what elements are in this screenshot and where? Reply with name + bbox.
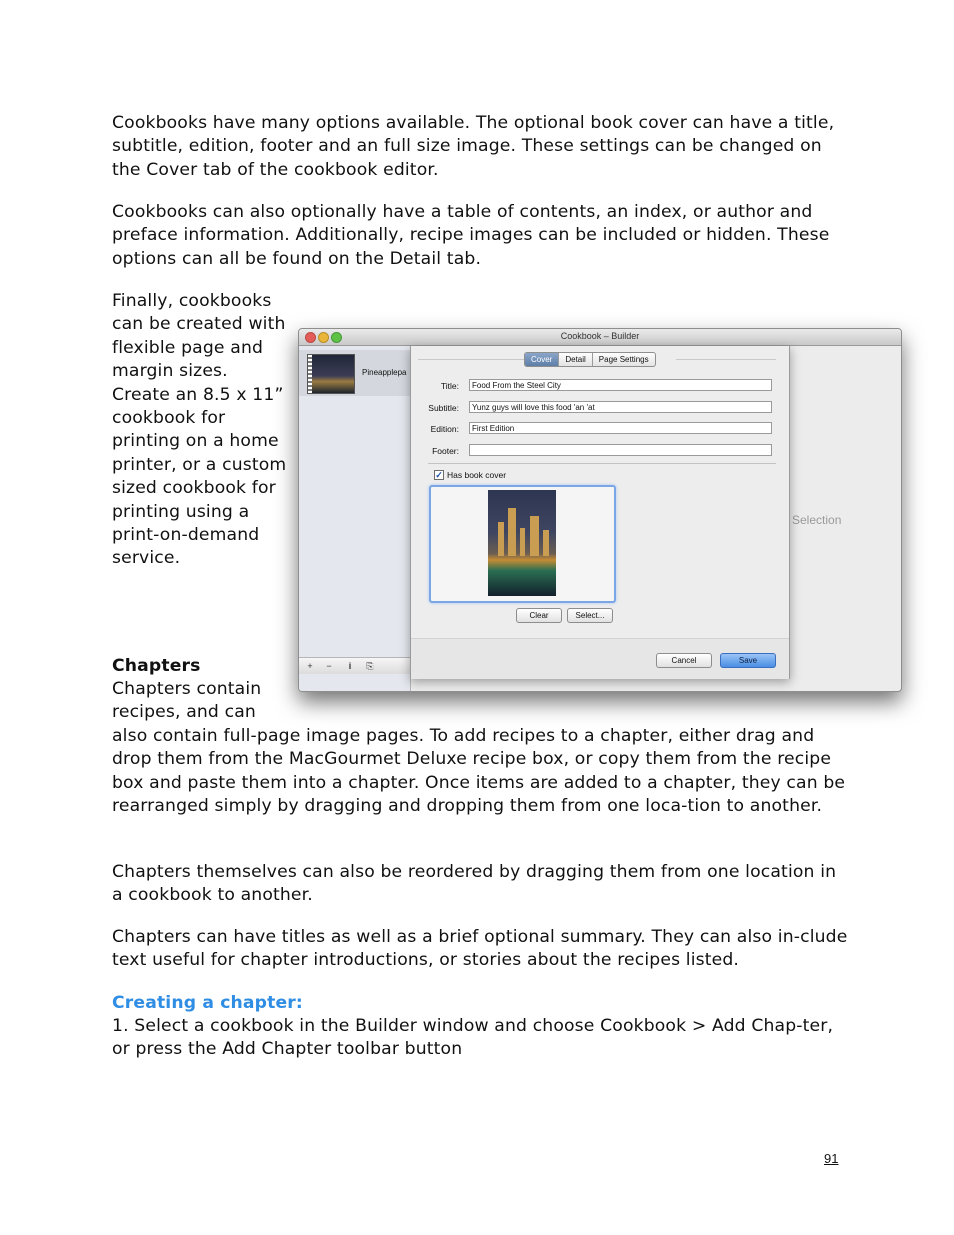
info-icon[interactable]: i [348,661,352,671]
subtitle-field[interactable]: Yunz guys will love this food 'an 'at [469,401,772,413]
subtitle-label: Subtitle: [428,403,459,413]
chapters-paragraph-rest: also contain full-page image pages. To add recipes to a chapter, either drag and drop them from the MacGourmet Deluxe recipe box, or copy them from the recipe box and paste them into a chapter. Once items are added to a chapter, they can be rearranged simply by dragging and dropping them from one loca-tion to another. [112,726,846,817]
sidebar-item-label: Pineapplepa [362,368,407,377]
cookbook-thumbnail-icon [307,354,355,394]
title-bar [299,329,901,346]
editor-tabs [524,352,656,367]
chapters-heading: Chapters [112,656,201,676]
add-icon[interactable]: + [307,661,313,671]
creating-chapter-heading: Creating a chapter: [112,993,303,1013]
footer-label: Footer: [432,446,459,456]
save-button[interactable]: Save [720,653,776,668]
chapters-paragraph-start: Chapters contain recipes, and can [112,679,262,723]
builder-window-screenshot [298,328,902,692]
select-image-button[interactable]: Select... [567,608,613,623]
document-icon[interactable]: ⎘ [366,661,374,671]
has-cover-checkbox[interactable]: ✓ [435,470,443,480]
tab-detail[interactable]: Detail [559,353,592,366]
cover-image-well[interactable] [429,485,616,603]
cancel-button[interactable]: Cancel [656,653,712,668]
tab-divider [418,359,524,360]
page-sizes-paragraph: Finally, cookbooks can be created with flexible page and margin sizes. Create an 8.5 x 11” cookbook for printing on a home printer, or a custom sized cookbook for printing using a print-on-demand service. [112,291,287,569]
options-paragraph: Cookbooks can also optionally have a table of contents, an index, or author and preface information. Additionally, recipe images can be included or hidden. These options can all be found on the Detail tab. [112,202,830,269]
section-divider [428,463,776,464]
tab-page-settings[interactable]: Page Settings [598,355,649,364]
sheet-button-bar [411,638,789,679]
remove-icon[interactable]: − [326,661,332,671]
edition-label: Edition: [430,424,459,434]
window-title: Cookbook – Builder [560,331,640,341]
titles-paragraph: Chapters can have titles as well as a brief optional summary. They can also in-clude text useful for chapter introductions, or stories about the recipes listed. [112,927,848,971]
clear-button[interactable]: Clear [516,608,562,623]
background-selection-label: Selection [792,513,842,527]
tab-cover[interactable]: Cover [525,353,559,366]
edition-field[interactable]: First Edition [469,422,772,434]
has-cover-label: Has book cover [447,470,507,480]
title-field[interactable]: Food From the Steel City [469,379,772,391]
tab-divider [676,359,776,360]
title-label: Title: [440,381,459,391]
cover-photo [488,490,556,596]
sidebar-toolbar [299,657,410,674]
page-number: 91 [824,1151,839,1166]
cookbook-editor-sheet [410,346,790,679]
footer-field[interactable] [469,444,772,456]
sidebar-cookbook-item[interactable] [299,350,410,396]
reorder-paragraph: Chapters themselves can also be reordered by dragging them from one location in a cookbook to another. [112,862,837,906]
cookbook-sidebar [299,346,411,691]
intro-paragraph: Cookbooks have many options available. The optional book cover can have a title, subtitle, edition, footer and an full size image. These settings can be changed on the Cover tab of the cookbook editor. [112,113,835,180]
has-cover-row [434,470,506,480]
step-one: 1. Select a cookbook in the Builder window and choose Cookbook > Add Chap-ter, or press the Add Chapter toolbar button [112,1016,834,1060]
